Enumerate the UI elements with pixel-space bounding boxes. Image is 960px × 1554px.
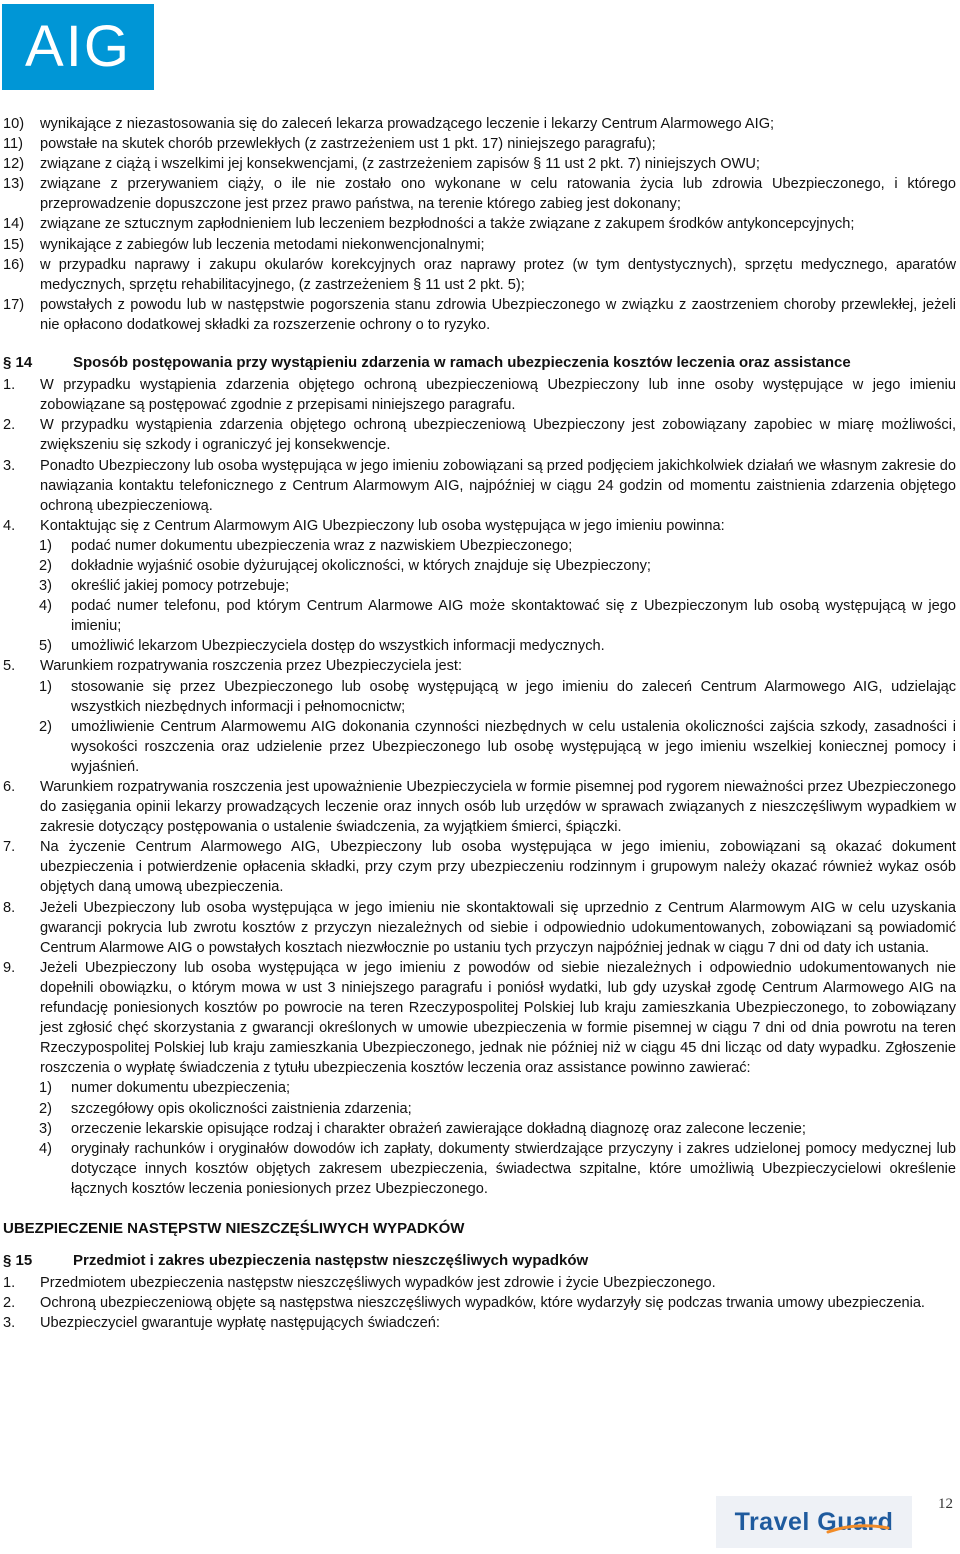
aig-logo [2, 4, 154, 90]
aig-logo-mark [2, 4, 154, 90]
list-item: 14) związane ze sztucznym zapłodnieniem lub leczeniem bezpłodności a także związane z zakupem środków antykoncepcyjnych; [3, 216, 855, 233]
list-item: 13) związane z przerywaniem ciąży, o ile nie zostało ono wykonane w celu ratowania życia lub zdrowia Ubezpieczonego, i którego przeprowadzenie dopuszczone jest przez prawo państwa, na terenie którego zabieg jest dokonany; [3, 176, 956, 213]
section-15-list [3, 1273, 956, 1333]
sub-list-item: 2) umożliwienie Centrum Alarmowemu AIG dokonania czynności niezbędnych w celu ustalenia okoliczności zajścia szkody, zasadności i wysokości roszczenia oraz udzielenie przez Ubezpieczonego lub osobę występującą w jego imieniu wszelkiej koniecznej pomocy i wyjaśnień. [39, 718, 956, 775]
travel-guard-logo [716, 1496, 912, 1548]
section-title: Przedmiot i zakres ubezpieczenia następstw nieszczęśliwych wypadków [73, 1252, 589, 1270]
sub-list-item: 1) stosowanie się przez Ubezpieczonego lub osobę występującą w jego imieniu do zaleceń Centrum Alarmowego AIG, udzielając wszystkich niezbędnych informacji i pełnomocnictw; [39, 678, 956, 715]
list-item: 8. Jeżeli Ubezpieczony lub osoba występująca w jego imieniu nie skontaktowali się uprzednio z Centrum Alarmowym AIG w celu uzyskania gwarancji pokrycia lub zwrotu kosztów z przyczyn niezależnych od siebie i odpowiednio udokumentowanych, zobowiązani są powiadomić Centrum Alarmowe AIG o powstałych kosztach niezwłocznie po ustaniu tych przyczyn najpóźniej jednak w ciągu 7 dni od daty ich ustania. [3, 899, 956, 956]
list-item: 1. Przedmiotem ubezpieczenia następstw nieszczęśliwych wypadków jest zdrowie i życie Ubezpieczonego. [3, 1275, 716, 1292]
travel-guard-logo-text: Travel Guard [734, 1507, 894, 1536]
document-body [0, 114, 960, 1333]
list-item: 5. Warunkiem rozpatrywania roszczenia przez Ubezpieczyciela jest: [3, 658, 463, 675]
list-item: 3. Ponadto Ubezpieczony lub osoba występująca w jego imieniu zobowiązani są przed podjęciem jakichkolwiek działań we własnym zakresie do nawiązania kontaktu telefonicznego z Centrum Alarmowym AIG, najpóźniej w ciągu 24 godzin od momentu zaistnienia zdarzenia objętego ochroną ubezpieczeniową. [3, 457, 956, 514]
list-item: 10) wynikające z niezastosowania się do zaleceń lekarza prowadzącego leczenie i lekarzy Centrum Alarmowego AIG; [3, 116, 775, 132]
list-item: 16) w przypadku naprawy i zakupu okularów korekcyjnych oraz naprawy protez (w tym dentystycznych), sprzętu medycznego, aparatów medycznych, sprzętu rehabilitacyjnego, (z zastrzeżeniem § 11 ust 2 pkt. 5); [3, 256, 956, 293]
sub-list-item: 3) orzeczenie lekarskie opisujące rodzaj i charakter obrażeń zawierające dokładną diagnozę oraz zalecone leczenie; [39, 1120, 806, 1137]
major-heading: UBEZPIECZENIE NASTĘPSTW NIESZCZĘŚLIWYCH WYPADKÓW [3, 1219, 465, 1237]
list-item: 17) powstałych z powodu lub w następstwie pogorszenia stanu zdrowia Ubezpieczonego w związku z zaostrzeniem choroby przewlekłej, jeżeli nie opłacono dodatkowej składki za rozszerzenie ochrony o to ryzyko. [3, 296, 956, 333]
list-item: 2. Ochroną ubezpieczeniową objęte są następstwa nieszczęśliwych wypadków, które wydarzyły się podczas trwania umowy ubezpieczenia. [3, 1295, 925, 1312]
swoosh-icon [826, 1522, 890, 1536]
sub-list-item: 2) szczegółowy opis okoliczności zaistnienia zdarzenia; [39, 1100, 412, 1117]
list-item: 11) powstałe na skutek chorób przewlekłych (z zastrzeżeniem ust 1 pkt. 17) niniejszego paragrafu); [3, 136, 656, 153]
sub-list-item: 1) numer dokumentu ubezpieczenia; [39, 1080, 291, 1097]
aig-logo-text: AIG [25, 14, 131, 79]
sub-list-item: 2) dokładnie wyjaśnić osobie dyżurującej okoliczności, w których znajduje się Ubezpieczony; [39, 557, 651, 574]
list-item: 1. W przypadku wystąpienia zdarzenia objętego ochroną ubezpieczeniową Ubezpieczony lub inne osoby występujące w jego imieniu zobowiązane są postępować zgodnie z przepisami niniejszego paragrafu. [3, 377, 956, 414]
list-item: 2. W przypadku wystąpienia zdarzenia objętego ochroną ubezpieczeniową Ubezpieczony jest zobowiązany zapobiec w miarę możliwości, zwiększeniu się szkody i ograniczyć jej konsekwencje. [3, 417, 956, 454]
list-item: 4. Kontaktując się z Centrum Alarmowym AIG Ubezpieczony lub osoba występująca w jego imieniu powinna: [3, 517, 725, 534]
section-number: § 14 [3, 354, 33, 372]
sub-list-item: 1) podać numer dokumentu ubezpieczenia wraz z nazwiskiem Ubezpieczonego; [39, 537, 573, 554]
page-number: 12 [938, 1496, 953, 1512]
exclusions-list [3, 114, 956, 335]
section-14-heading [3, 353, 956, 373]
section-number: § 15 [3, 1252, 33, 1270]
list-item: 15) wynikające z zabiegów lub leczenia metodami niekonwencjonalnymi; [3, 236, 485, 253]
list-item: 6. Warunkiem rozpatrywania roszczenia jest upoważnienie Ubezpieczyciela w formie pisemnej pod rygorem nieważności przez Ubezpieczonego do zasięgania opinii lekarzy prowadzących leczenie oraz innych osób lub urzędów w sprawach związanych z nieszczęśliwym wypadkiem w zakresie dotyczący postępowania o ustalenie świadczenia, za wyjątkiem śmierci, śpiączki. [3, 779, 956, 836]
section-title: Sposób postępowania przy wystąpieniu zdarzenia w ramach ubezpieczenia kosztów leczenia oraz assistance [73, 354, 851, 372]
list-item: 3. Ubezpieczyciel gwarantuje wypłatę następujących świadczeń: [3, 1315, 440, 1332]
list-item: 9. Jeżeli Ubezpieczony lub osoba występująca w jego imieniu z powodów od siebie niezależnych i odpowiednio udokumentowanych nie dopełnili obowiązku, o którym mowa w ust 3 niniejszego paragrafu i poniósł wydatki, lub gdy uzyskał zgodę Centrum Alarmowego AIG na refundację poniesionych kosztów po powrocie na teren Rzeczypospolitej Polskiej lub kraju zamieszkania Ubezpieczonego, to zobowiązany jest zgłosić chęć skorzystania z gwarancji określonych w umowie ubezpieczenia w formie pisemnej w ciągu 7 dni od dnia powrotu na teren Rzeczypospolitej Polskiej lub kraju zamieszkania Ubezpieczonego, jednak nie później niż w ciągu 45 dni licząc od daty wypadku. Zgłoszenie roszczenia o wypłatę świadczenia z tytułu ubezpieczenia kosztów leczenia oraz assistance powinno zawierać: [3, 959, 956, 1077]
list-item: 7. Na życzenie Centrum Alarmowego AIG, Ubezpieczony lub osoba występująca w jego imieniu, zobowiązani są okazać dokument ubezpieczenia i potwierdzenie opłacenia składki, przy czym przy ubezpieczeniu rodzinnym i grupowym należy okazać również wykaz osób objętych daną umową ubezpieczenia. [3, 839, 956, 896]
sub-list-item: 3) określić jakiej pomocy potrzebuje; [39, 578, 290, 595]
list-item: 12) związane z ciążą i wszelkimi jej konsekwencjami, (z zastrzeżeniem zapisów § 11 ust 2 pkt. 7) niniejszych OWU; [3, 156, 760, 173]
section-14-list [3, 375, 956, 1199]
sub-list-item: 4) podać numer telefonu, pod którym Centrum Alarmowe AIG może skontaktować się z Ubezpieczonym lub osobą występującą w jego imieniu; [39, 598, 956, 635]
section-15-heading [3, 1251, 956, 1271]
sub-list-item: 4) oryginały rachunków i oryginałów dowodów ich zapłaty, dokumenty stwierdzające przyczyny i zakres udzielonej pomocy medycznej lub dotyczące innych kosztów objętych zakresem ubezpieczenia, świadectwa szpitalne, które umożliwią Ubezpieczycielowi określenie łącznych kosztów leczenia poniesionych przez Ubezpieczonego. [39, 1140, 956, 1197]
sub-list-item: 5) umożliwić lekarzom Ubezpieczyciela dostęp do wszystkich informacji medycznych. [39, 638, 605, 655]
